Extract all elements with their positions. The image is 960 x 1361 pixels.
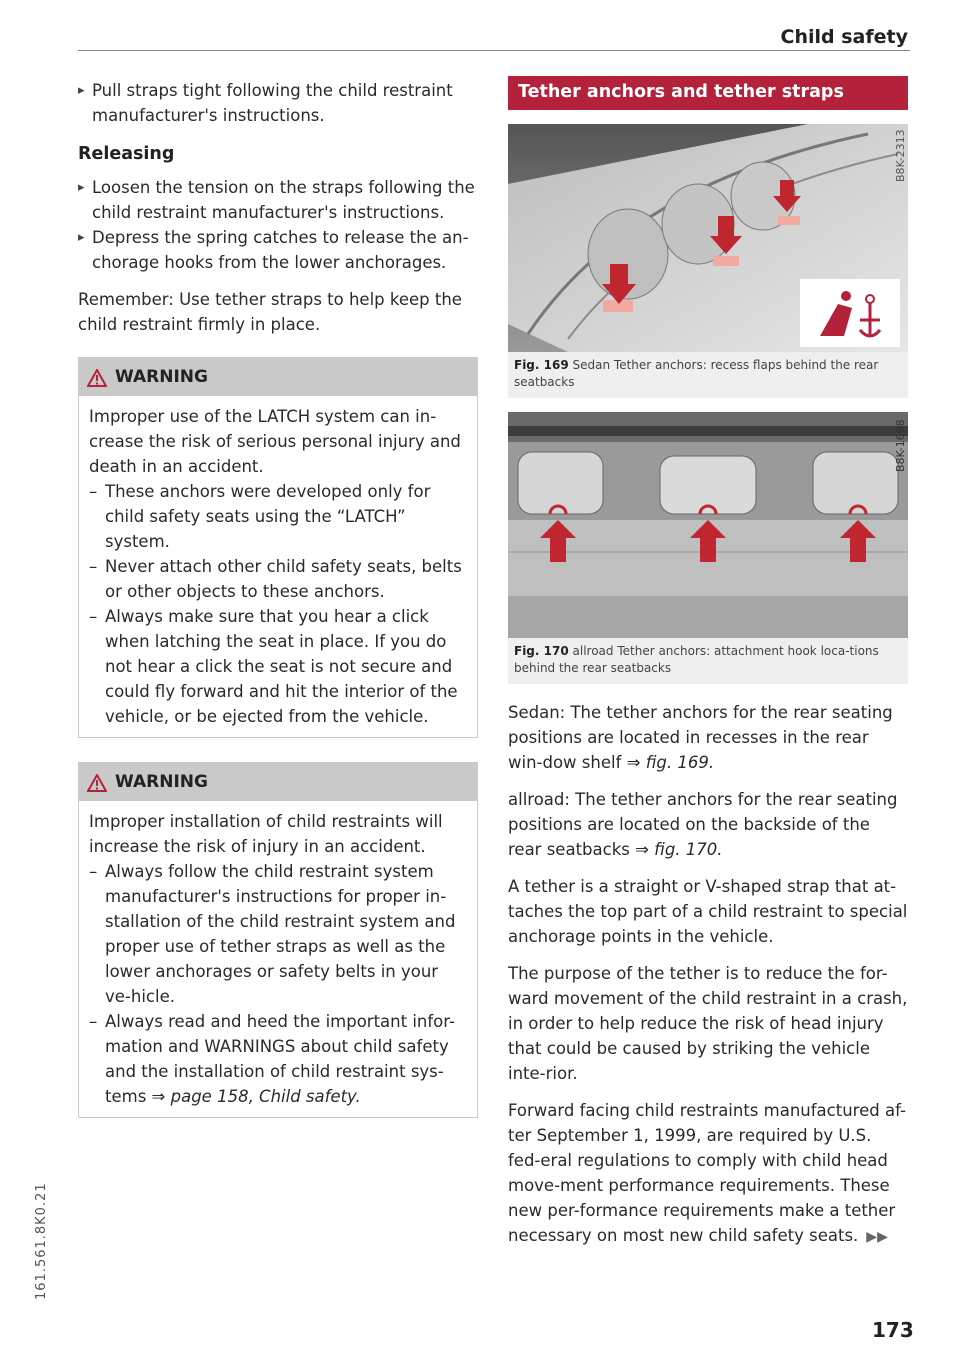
right-column	[508, 76, 908, 1250]
warning-box-1	[78, 357, 478, 738]
figure-170-caption	[508, 638, 908, 684]
warning-body-1	[79, 396, 477, 737]
figure-170-label: Fig. 170	[514, 644, 569, 658]
figure-170-caption-text: allroad Tether anchors: attachment hook loca-tions behind the rear seatbacks	[514, 644, 879, 675]
continue-arrow-icon: ▶▶	[866, 1229, 888, 1245]
warning-box-2	[78, 762, 478, 1118]
warning-1-item-3: – Always make sure that you hear a click when latching the seat in place. If you do not hear a click the seat is not secure and could fly forward and hit the interior of the vehicle, or be ejected from the vehicle.	[89, 604, 465, 729]
warning-2-item-1: – Always follow the child restraint system manufacturer's instructions for proper in-stallation of the child restraint system and proper use of tether straps as well as the lower anchorages or safety belts in your ve-hicle.	[89, 859, 465, 1009]
warning-triangle-icon	[87, 369, 107, 387]
paragraph-allroad	[508, 787, 908, 862]
releasing-bullet-1: ▸ Loosen the tension on the straps following the child restraint manufacturer's instructions.	[78, 175, 478, 225]
warning-body-2	[79, 801, 477, 1117]
running-title: Child safety	[780, 26, 908, 48]
warning-header-1	[79, 358, 477, 396]
paragraph-regulations-text: Forward facing child restraints manufactured af-ter September 1, 1999, are required by U.S. fed-eral regulations to comply with child head move-ment performance requirements. These new per-formance requirements make a tether necessary on most new child safety seats.	[508, 1101, 906, 1245]
figure-170	[508, 412, 908, 684]
remember-text: Remember: Use tether straps to help keep the child restraint firmly in place.	[78, 290, 462, 334]
warning-2-item-2-text: Always read and heed the important infor-mation and WARNINGS about child safety and the installation of child restraint sys-tems	[105, 1012, 455, 1106]
fig-169-link[interactable]: ⇒ fig. 169.	[626, 753, 715, 772]
paragraph-tether-definition: A tether is a straight or V-shaped strap that at-taches the top part of a child restraint to special anchorage points in the vehicle.	[508, 877, 908, 946]
warning-1-item-1: – These anchors were developed only for child safety seats using the “LATCH” system.	[89, 479, 465, 554]
figure-169-label: Fig. 169	[514, 358, 569, 372]
side-document-code: 161.561.8K0.21	[34, 1182, 49, 1300]
warning-triangle-icon	[87, 774, 107, 792]
figure-169-caption	[508, 352, 908, 398]
paragraph-sedan-text: Sedan: The tether anchors for the rear seating positions are located in recesses in the rear win-dow shelf	[508, 703, 893, 772]
page-reference-link[interactable]: ⇒ page 158, Child safety.	[151, 1087, 361, 1106]
left-column	[78, 78, 478, 1118]
paragraph-sedan	[508, 700, 908, 775]
sedan-tether-anchors-illustration	[508, 124, 908, 352]
paragraph-tether-purpose: The purpose of the tether is to reduce the for-ward movement of the child restraint in a crash, in order to help reduce the risk of head injury that could be caused by striking the vehicle inte-rior.	[508, 964, 908, 1083]
figure-code-169: B8K-2313	[894, 129, 907, 182]
figure-code-170: B8K-1698	[894, 419, 907, 472]
figure-169	[508, 124, 908, 398]
paragraph-allroad-text: allroad: The tether anchors for the rear seating positions are located on the backside of the rear seatbacks	[508, 790, 898, 859]
intro-bullet: ▸ Pull straps tight following the child restraint manufacturer's instructions.	[78, 78, 478, 128]
paragraph-regulations	[508, 1098, 908, 1250]
releasing-heading: Releasing	[78, 144, 175, 164]
fig-170-link[interactable]: ⇒ fig. 170.	[635, 840, 723, 859]
warning-header-2	[79, 763, 477, 801]
section-title: Tether anchors and tether straps	[508, 76, 908, 110]
page-number: 173	[872, 1318, 914, 1342]
figure-169-caption-text: Sedan Tether anchors: recess flaps behind the rear seatbacks	[514, 358, 879, 389]
header-rule	[78, 50, 910, 51]
warning-text-2: Improper installation of child restraints will increase the risk of injury in an accident.	[89, 812, 443, 856]
releasing-bullet-2: ▸ Depress the spring catches to release the an-chorage hooks from the lower anchorages.	[78, 225, 478, 275]
warning-1-item-2: – Never attach other child safety seats, belts or other objects to these anchors.	[89, 554, 465, 604]
warning-text-1: Improper use of the LATCH system can in-crease the risk of serious personal injury and death in an accident.	[89, 407, 461, 476]
allroad-tether-anchors-illustration	[508, 412, 908, 638]
warning-title-2: WARNING	[115, 772, 208, 792]
warning-2-item-2	[89, 1009, 465, 1109]
warning-title-1: WARNING	[115, 367, 208, 387]
